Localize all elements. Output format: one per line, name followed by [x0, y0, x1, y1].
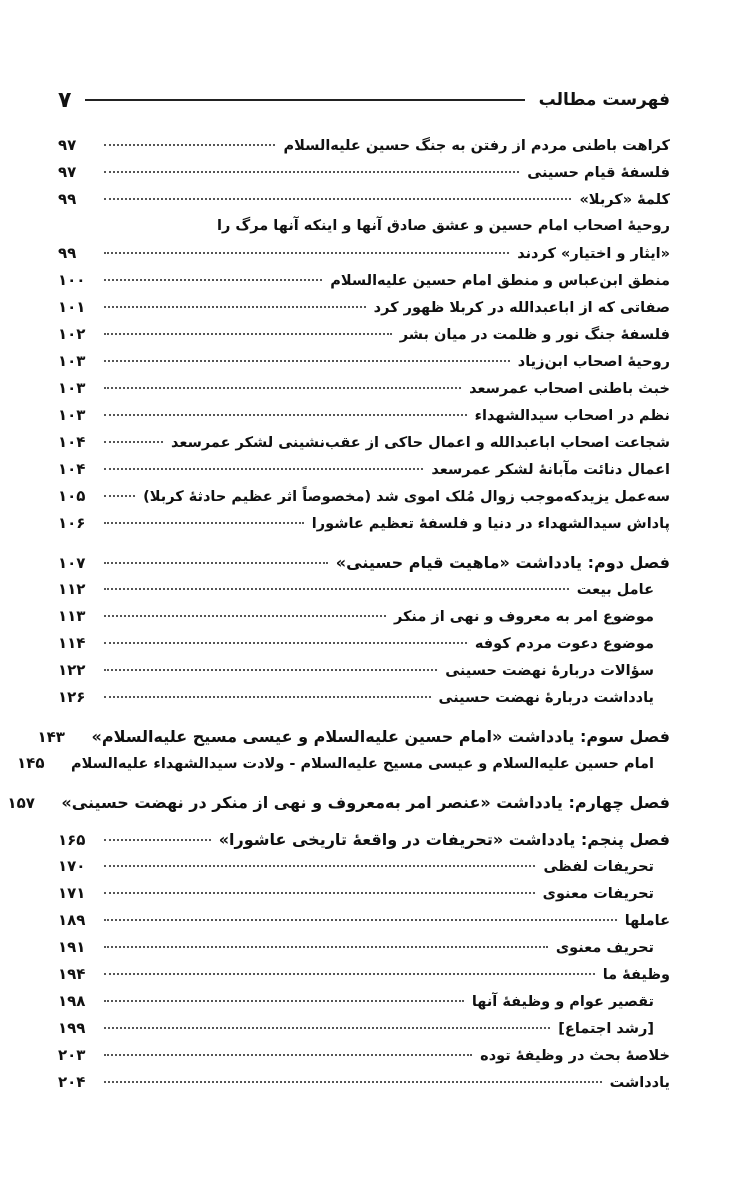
toc-entry[interactable] — [58, 186, 670, 213]
dot-leader — [104, 696, 431, 698]
toc-entry-page: ۱۰۳ — [58, 352, 86, 370]
toc-entry[interactable] — [58, 510, 670, 537]
toc-entry-title: تقصیر عوام و وظیفهٔ آنها — [471, 994, 654, 1010]
toc-entry-title: صفاتی که از اباعبدالله در کربلا ظهور کرد — [373, 300, 670, 316]
toc-entry-title: وظیفهٔ ما — [602, 967, 670, 983]
toc-chapter[interactable] — [7, 789, 670, 816]
toc-entry[interactable] — [58, 213, 670, 240]
dot-leader — [104, 1081, 602, 1083]
toc-chapter[interactable] — [37, 723, 670, 750]
toc-entry-title: روحیهٔ اصحاب امام حسین و عشق صادق آنها و اینکه آنها مرگ را — [217, 218, 670, 234]
dot-leader — [104, 360, 510, 362]
toc-entry[interactable] — [58, 483, 670, 510]
toc-entry-page: ۲۰۴ — [58, 1073, 86, 1091]
toc-entry-page: ۱۱۳ — [58, 607, 86, 625]
toc-entry[interactable] — [58, 853, 670, 880]
toc-entry[interactable] — [58, 294, 670, 321]
toc-chapter[interactable] — [58, 826, 670, 853]
dot-leader — [104, 919, 617, 921]
page-number: ۷ — [58, 87, 72, 113]
toc-entry-page: ۹۷ — [58, 136, 77, 154]
toc-entry[interactable] — [58, 132, 670, 159]
toc-entry-title: یادداشت — [609, 1075, 670, 1091]
toc-entry-title: کراهت باطنی مردم از رفتن به جنگ حسین علیه‌السلام — [283, 138, 670, 154]
toc-entry[interactable] — [58, 630, 670, 657]
toc-chapter-title: فصل پنجم: یادداشت «تحریفات در واقعهٔ تاریخی عاشورا» — [218, 830, 670, 849]
dot-leader — [104, 333, 392, 335]
toc-entry-page: ۱۰۲ — [58, 325, 86, 343]
toc-entry-title: نظم در اصحاب سیدالشهداء — [474, 408, 670, 424]
dot-leader — [104, 642, 467, 644]
toc-chapter[interactable] — [58, 549, 670, 576]
section-gap — [58, 816, 670, 826]
toc-entry[interactable] — [17, 750, 670, 777]
dot-leader — [104, 892, 535, 894]
toc-entry[interactable] — [58, 267, 670, 294]
running-title: فهرست مطالب — [538, 90, 670, 110]
toc-entry[interactable] — [58, 456, 670, 483]
toc-entry-page: ۱۰۱ — [58, 298, 86, 316]
dot-leader — [104, 387, 461, 389]
toc-entry-page: ۱۰۰ — [58, 271, 86, 289]
toc-entry-title: موضوع دعوت مردم کوفه — [474, 636, 654, 652]
toc-entry[interactable] — [58, 988, 670, 1015]
toc-entry[interactable] — [58, 348, 670, 375]
toc-chapter-title: فصل سوم: یادداشت «امام حسین علیه‌السلام و عیسی مسیح علیه‌السلام» — [91, 727, 670, 746]
toc-entry-title: تحریف معنوی — [555, 940, 654, 956]
toc-entry-title: یادداشت دربارهٔ نهضت حسینی — [438, 690, 654, 706]
section-gap — [58, 777, 670, 789]
dot-leader — [104, 669, 437, 671]
toc-entry-title: موضوع امر به معروف و نهی از منکر — [393, 609, 654, 625]
toc-entry-title: خبث باطنی اصحاب عمرسعد — [469, 381, 670, 397]
toc-entry-title: عاملها — [624, 913, 670, 929]
toc-entry-page: ۱۰۴ — [58, 460, 86, 478]
toc-entry[interactable] — [58, 907, 670, 934]
dot-leader — [104, 615, 386, 617]
page-header — [58, 84, 670, 116]
toc-entry[interactable] — [58, 240, 670, 267]
toc-entry-page: ۱۷۰ — [58, 857, 86, 875]
toc-entry[interactable] — [58, 159, 670, 186]
dot-leader — [104, 946, 548, 948]
dot-leader — [104, 495, 135, 497]
toc-entry[interactable] — [58, 576, 670, 603]
toc-entry-title: سؤالات دربارهٔ نهضت حسینی — [445, 663, 654, 679]
dot-leader — [104, 306, 366, 308]
toc-entry-page: ۱۹۹ — [58, 1019, 86, 1037]
toc-chapter-page: ۱۴۳ — [37, 728, 65, 746]
dot-leader — [104, 198, 571, 200]
dot-leader — [104, 1027, 550, 1029]
dot-leader — [104, 441, 163, 443]
toc-entry-page: ۱۲۲ — [58, 661, 86, 679]
toc-entry-page: ۱۱۲ — [58, 580, 86, 598]
toc-entry-title: امام حسین علیه‌السلام و عیسی مسیح علیه‌السلام - ولادت سیدالشهداء علیه‌السلام — [71, 756, 654, 772]
toc-entry-page: ۱۸۹ — [58, 911, 86, 929]
toc-entry-page: ۹۹ — [58, 244, 77, 262]
dot-leader — [104, 1000, 464, 1002]
toc-entry[interactable] — [58, 934, 670, 961]
dot-leader — [104, 171, 519, 173]
dot-leader — [104, 252, 509, 254]
toc-entry-title: عامل بیعت — [576, 582, 654, 598]
toc-entry-title: کلمهٔ «کربلا» — [579, 192, 670, 208]
toc-entry-page: ۱۱۴ — [58, 634, 86, 652]
header-rule — [85, 99, 524, 101]
toc-entry-title: سه‌عمل یزیدکه‌موجب زوال مُلک اموی شد (مخصوصاً اثر عظیم حادثهٔ کربلا) — [143, 489, 670, 505]
section-gap — [58, 711, 670, 723]
dot-leader — [104, 588, 569, 590]
toc-entry-title: شجاعت اصحاب اباعبدالله و اعمال حاکی از عقب‌نشینی لشکر عمرسعد — [171, 435, 670, 451]
toc-entry-page: ۱۴۵ — [17, 754, 45, 772]
toc-entry-page: ۹۹ — [58, 190, 77, 208]
toc-entry[interactable] — [58, 684, 670, 711]
toc-entry[interactable] — [58, 402, 670, 429]
toc-entry-page: ۱۹۴ — [58, 965, 86, 983]
toc-entry-title: خلاصهٔ بحث در وظیفهٔ توده — [480, 1048, 670, 1064]
toc-entry-page: ۱۹۸ — [58, 992, 86, 1010]
dot-leader — [104, 468, 423, 470]
toc-entry-page: ۹۷ — [58, 163, 77, 181]
toc-entry-title: فلسفهٔ قیام حسینی — [527, 165, 670, 181]
toc-entry[interactable] — [58, 375, 670, 402]
toc-entry-page: ۲۰۳ — [58, 1046, 86, 1064]
dot-leader — [104, 562, 328, 564]
dot-leader — [104, 865, 535, 867]
toc-entry[interactable] — [58, 603, 670, 630]
toc-entry-page: ۱۰۴ — [58, 433, 86, 451]
dot-leader — [104, 839, 211, 841]
toc-entry[interactable] — [58, 1042, 670, 1069]
dot-leader — [104, 414, 467, 416]
toc-entry-page: ۱۰۶ — [58, 514, 86, 532]
toc-entry[interactable] — [58, 657, 670, 684]
dot-leader — [104, 279, 322, 281]
toc-entry-page: ۱۲۶ — [58, 688, 86, 706]
toc-entry-title: تحریفات لفظی — [543, 859, 654, 875]
toc-entry[interactable] — [58, 1069, 670, 1096]
toc-entry-page: ۱۷۱ — [58, 884, 86, 902]
dot-leader — [104, 144, 275, 146]
toc-chapter-title: فصل چهارم: یادداشت «عنصر امر به‌معروف و نهی از منکر در نهضت حسینی» — [61, 793, 670, 812]
toc-entry-title: منطق ابن‌عباس و منطق امام حسین علیه‌السلام — [330, 273, 670, 289]
toc-entry[interactable] — [58, 429, 670, 456]
toc-entry-page: ۱۰۳ — [58, 379, 86, 397]
toc-chapter-title: فصل دوم: یادداشت «ماهیت قیام حسینی» — [335, 553, 670, 572]
toc-entry[interactable] — [58, 880, 670, 907]
toc-chapter-page: ۱۵۷ — [7, 794, 35, 812]
toc-entry-title: [رشد اجتماع] — [558, 1021, 654, 1037]
section-gap — [58, 537, 670, 549]
toc-entry-title: «ایثار و اختیار» کردند — [517, 246, 670, 262]
toc-entry[interactable] — [58, 321, 670, 348]
toc-entry[interactable] — [58, 1015, 670, 1042]
toc-entry-title: فلسفهٔ جنگ نور و ظلمت در میان بشر — [399, 327, 670, 343]
dot-leader — [104, 1054, 472, 1056]
toc-chapter-page: ۱۰۷ — [58, 554, 86, 572]
dot-leader — [104, 973, 595, 975]
table-of-contents — [7, 132, 670, 1096]
toc-entry-page: ۱۰۳ — [58, 406, 86, 424]
toc-entry[interactable] — [58, 961, 670, 988]
toc-entry-title: روحیهٔ اصحاب ابن‌زیاد — [517, 354, 670, 370]
toc-entry-page: ۱۹۱ — [58, 938, 86, 956]
toc-entry-title: تحریفات معنوی — [542, 886, 654, 902]
toc-entry-page: ۱۰۵ — [58, 487, 86, 505]
dot-leader — [104, 522, 304, 524]
toc-entry-title: اعمال دنائت مآبانهٔ لشکر عمرسعد — [431, 462, 670, 478]
toc-chapter-page: ۱۶۵ — [58, 831, 86, 849]
toc-entry-title: پاداش سیدالشهداء در دنیا و فلسفهٔ تعظیم عاشورا — [311, 516, 670, 532]
